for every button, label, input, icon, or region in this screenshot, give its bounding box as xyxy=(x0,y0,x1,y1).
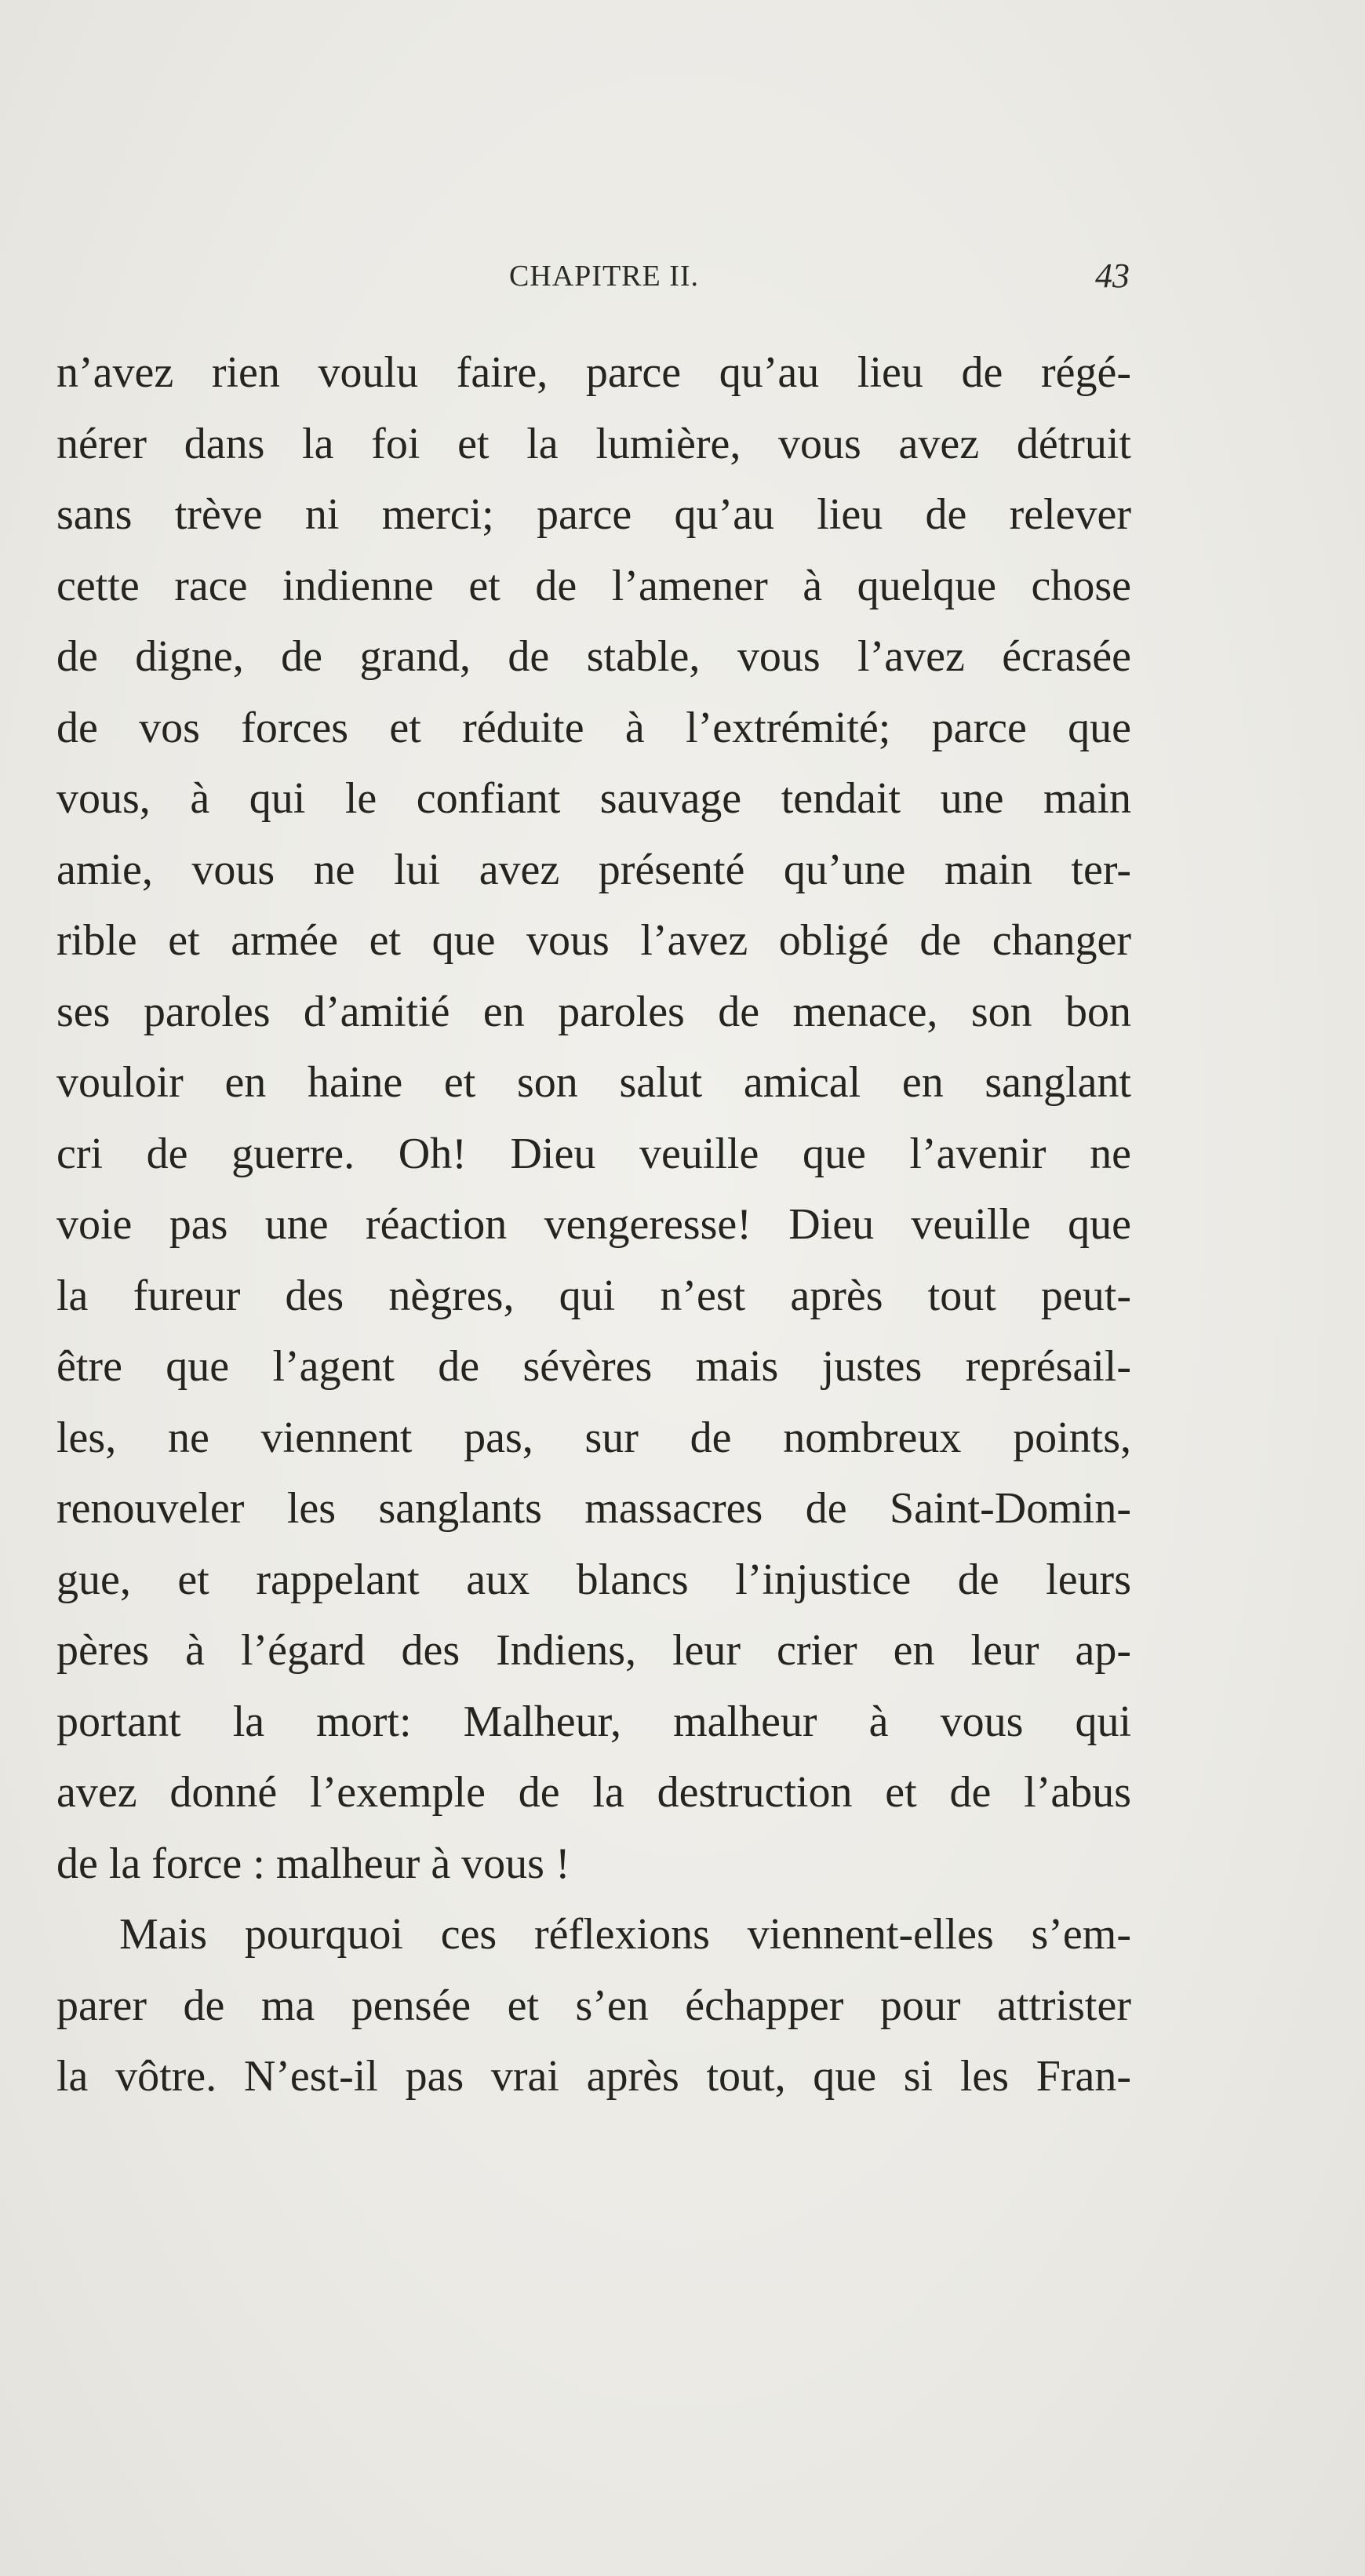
text-line: parer de ma pensée et s’en échapper pour attrister xyxy=(56,1981,1131,2030)
text-line: avez donné l’exemple de la destruction et de l’abus xyxy=(56,1768,1131,1817)
text-line: vouloir en haine et son salut amical en sanglant xyxy=(56,1058,1131,1107)
text-line: amie, vous ne lui avez présenté qu’une main ter- xyxy=(56,845,1131,894)
text-line: de vos forces et réduite à l’extrémité; parce que xyxy=(56,703,1131,752)
text-line: pères à l’égard des Indiens, leur crier en leur ap- xyxy=(56,1626,1131,1675)
text-line: être que l’agent de sévères mais justes représail- xyxy=(56,1342,1131,1391)
text-line: la fureur des nègres, qui n’est après tout peut- xyxy=(56,1271,1131,1320)
page-number: 43 xyxy=(1095,257,1130,295)
text-line: de digne, de grand, de stable, vous l’avez écrasée xyxy=(56,632,1131,681)
text-line: voie pas une réaction vengeresse! Dieu veuille que xyxy=(56,1200,1131,1249)
text-line: sans trève ni merci; parce qu’au lieu de relever xyxy=(56,490,1131,539)
text-line: gue, et rappelant aux blancs l’injustice de leurs xyxy=(56,1555,1131,1604)
text-line: rible et armée et que vous l’avez obligé de changer xyxy=(56,916,1131,965)
text-line: ses paroles d’amitié en paroles de menace, son bon xyxy=(56,987,1131,1036)
text-line: n’avez rien voulu faire, parce qu’au lieu de régé- xyxy=(56,348,1131,397)
paragraph-end-line: de la force : malheur à vous ! xyxy=(56,1839,570,1888)
text-line: les, ne viennent pas, sur de nombreux points, xyxy=(56,1413,1131,1462)
text-line: portant la mort: Malheur, malheur à vous qui xyxy=(56,1697,1131,1746)
text-line: cette race indienne et de l’amener à quelque chose xyxy=(56,561,1131,610)
chapter-title: CHAPITRE II. xyxy=(508,260,700,293)
text-line: la vôtre. N’est-il pas vrai après tout, que si les Fran- xyxy=(56,2052,1131,2101)
paragraph-start-line: Mais pourquoi ces réflexions viennent-elles s’em- xyxy=(119,1910,1131,1959)
text-line: renouveler les sanglants massacres de Saint-Domin- xyxy=(56,1484,1131,1533)
running-head xyxy=(0,259,1365,306)
text-line: vous, à qui le confiant sauvage tendait une main xyxy=(56,774,1131,823)
text-line: nérer dans la foi et la lumière, vous avez détruit xyxy=(56,419,1131,468)
body-text xyxy=(56,337,1131,2112)
text-line: cri de guerre. Oh! Dieu veuille que l’avenir ne xyxy=(56,1129,1131,1178)
